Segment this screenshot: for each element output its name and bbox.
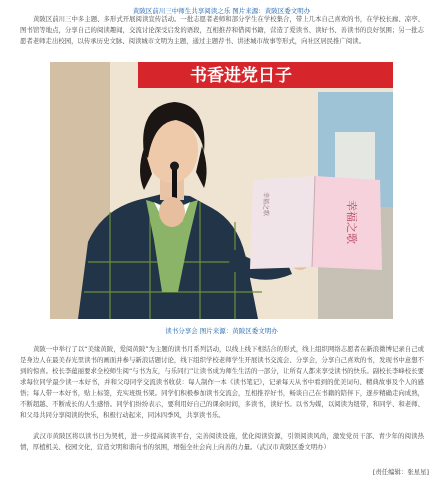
editor-credit: [责任编辑：张星星] bbox=[372, 468, 429, 476]
paragraph-2: 黄陂一中举行了以“美缘黄陂，爱阅黄陂”为主题的读书月系列活动，以线上线下相结合的形式，线上组织网络志愿者在新浪微博记录自己或是身边人在最美春光里读书的画面并参与新浪话题讨论，线下组织学校老师学生开展读书交流会、分享会，分享自己喜欢的书，发现书中意想不到的惊喜。校长李蕴丽要求全校师生阅“与书为友，与乐同行”让读书成为师生生活的一部分，让所有人都来享受读书的快乐。副校长李峰校长要求每位同学最少读一本好书，并和父母同学交流读书收获：每人制作一本《读书笔记》，记录每天从书中看到的优美词句、精典故事及个人的感悟；每人带一本好书，贴上标签，充实班级书架。同学们积极参加读书交流会，互相推荐好书，畅谈自己在书籍的陪伴下，逐步精确走向成熟，不断超越、不断成长的人生感悟。同学们纷纷表示，要利用好自己的课余时间，多读书，读好书。以书为媒，以阅读为纽带，和同学、和老师、和父母共同分享阅读的快乐，积极行动起来，同沐四季风，共享读书乐。 bbox=[20, 345, 424, 419]
article-photo bbox=[50, 62, 393, 319]
banner-text: 书香进党日子 bbox=[190, 66, 292, 86]
book-title: 幸福之歌 bbox=[345, 200, 358, 244]
paragraph-1: 黄陂区前川三中多主题、多形式开展阅读宣传活动。一批志愿者老师和部分学生在学校集合，带上几本自己喜欢的书，在学校长廊、凉亭、图书馆等地点，分享自己的阅读趣闻，交流讨论深受启发的语段，互相推荐和借阅书籍，营造了爱读书、读好书、善读书的良好氛围；另一批志愿者老师走出校园，以传承历史文脉、阅读城市文明为主题，通过主题荐书、讲述城市故事等形式，向社区居民推广阅读。 bbox=[20, 15, 424, 45]
photo-caption-mid: 读书分享会 图片来源：黄陂区委文明办 bbox=[165, 327, 278, 335]
book-spine-text: 幸福之歌 bbox=[262, 192, 269, 217]
photo-caption-top: 黄陂区前川三中师生共享阅读之乐 图片来源：黄陂区委文明办 bbox=[132, 7, 311, 15]
paragraph-3: 武汉市黄陂区将以读书日为契机，进一步提高阅读平台，完善阅读设施，优化阅读资源，引领阅读风尚，激发党员干部、青少年的阅读热情，厚植机关、校园文化，营造文明和谐向书的氛围，增强全社会向上向善的力量。（武汉市黄陂区委文明办） bbox=[20, 432, 424, 451]
